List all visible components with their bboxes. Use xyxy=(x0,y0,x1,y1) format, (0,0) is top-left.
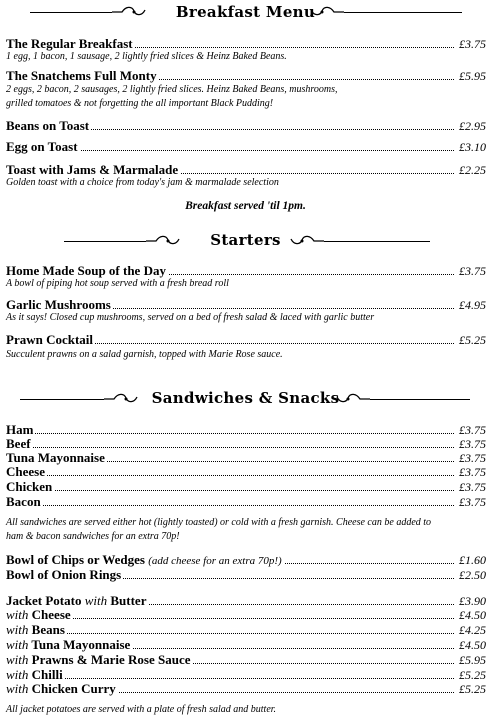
sandwiches-title: Sandwiches & Snacks xyxy=(151,389,340,407)
item-name: Cheese xyxy=(6,464,45,479)
filling-name: Tuna Mayonnaise xyxy=(31,637,131,652)
scroll-ornament-right-icon xyxy=(290,234,324,248)
breakfast-title: Breakfast Menu xyxy=(175,3,316,21)
item-name xyxy=(6,553,284,568)
dot-leader xyxy=(6,433,454,434)
menu-item xyxy=(6,495,486,509)
item-price: £4.25 xyxy=(459,623,486,637)
item-price: £2.50 xyxy=(459,568,486,582)
item-name: Home Made Soup of the Day xyxy=(6,263,166,278)
chips-note: (add cheese for an extra 70p!) xyxy=(148,555,282,567)
dot-leader xyxy=(6,490,454,491)
item-price: £1.60 xyxy=(459,553,486,567)
filling-name: Cheese xyxy=(31,607,71,622)
item-price: £3.75 xyxy=(459,264,486,278)
item-price: £3.75 xyxy=(459,37,486,51)
item-name xyxy=(6,638,132,652)
breakfast-note: Breakfast served 'til 1pm. xyxy=(185,200,306,212)
item-description: Succulent prawns on a salad garnish, topped with Marie Rose sauce. xyxy=(6,349,283,360)
item-description: Golden toast with a choice from today's jam & marmalade selection xyxy=(6,177,279,188)
menu-item xyxy=(6,568,486,582)
menu-item xyxy=(6,163,486,177)
with-word: with xyxy=(6,681,29,696)
filling-name: Beans xyxy=(31,622,65,637)
filling-name: Chicken Curry xyxy=(31,681,116,696)
with-word: with xyxy=(6,667,29,682)
item-name xyxy=(6,682,118,696)
item-price: £5.95 xyxy=(459,69,486,83)
item-price: £4.50 xyxy=(459,608,486,622)
menu-item xyxy=(6,608,486,622)
item-price: £5.25 xyxy=(459,668,486,682)
starters-title: Starters xyxy=(210,231,281,249)
scroll-ornament-right-icon xyxy=(336,392,370,406)
item-price: £5.25 xyxy=(459,682,486,696)
item-price: £3.10 xyxy=(459,140,486,154)
item-price: £3.90 xyxy=(459,594,486,608)
menu-item xyxy=(6,37,486,51)
item-price: £3.75 xyxy=(459,437,486,451)
item-name: Prawn Cocktail xyxy=(6,332,94,347)
menu-item xyxy=(6,119,486,133)
dot-leader xyxy=(6,447,454,448)
with-word: with xyxy=(6,637,29,652)
item-price: £3.75 xyxy=(459,480,486,494)
item-description: As it says! Closed cup mushrooms, served on a bed of fresh salad & laced with garlic butter xyxy=(6,312,375,323)
menu-item xyxy=(6,264,486,278)
menu-item xyxy=(6,668,486,682)
menu-item xyxy=(6,437,486,451)
dot-leader xyxy=(6,475,454,476)
filling-name: Prawns & Marie Rose Sauce xyxy=(31,652,191,667)
sandwiches-rule-right xyxy=(370,399,470,400)
menu-item xyxy=(6,69,486,83)
menu-item xyxy=(6,465,486,479)
item-description: 2 eggs, 2 bacon, 2 sausages, 2 lightly fried slices. Heinz Baked Beans, mushrooms, xyxy=(6,84,338,95)
dot-leader xyxy=(6,505,454,506)
potato-with: with xyxy=(84,593,108,608)
item-name xyxy=(6,668,65,682)
item-description: 1 egg, 1 bacon, 1 sausage, 2 lightly fried slices & Heinz Baked Beans. xyxy=(6,51,287,62)
item-price: £4.50 xyxy=(459,638,486,652)
item-name xyxy=(6,653,193,667)
item-name: The Snatchems Full Monty xyxy=(6,68,157,83)
menu-item xyxy=(6,653,486,667)
potato-post: Butter xyxy=(107,593,147,608)
potato-footer: All jacket potatoes are served with a plate of fresh salad and butter. xyxy=(6,704,277,715)
item-name: Toast with Jams & Marmalade xyxy=(6,162,179,177)
item-price: £5.95 xyxy=(459,653,486,667)
item-description-cont: grilled tomatoes & not forgetting the all important Black Pudding! xyxy=(6,98,274,109)
dot-leader xyxy=(6,633,454,634)
item-price: £2.25 xyxy=(459,163,486,177)
menu-item xyxy=(6,423,486,437)
item-name: Bacon xyxy=(6,494,41,509)
item-price: £4.95 xyxy=(459,298,486,312)
item-name: Ham xyxy=(6,422,34,437)
item-name: The Regular Breakfast xyxy=(6,36,133,51)
potato-pre: Jacket Potato xyxy=(6,593,85,608)
item-name: Chicken xyxy=(6,479,53,494)
item-price: £3.75 xyxy=(459,495,486,509)
item-name xyxy=(6,594,148,608)
dot-leader xyxy=(6,618,454,619)
sandwich-note: All sandwiches are served either hot (lightly toasted) or cold with a fresh garnish. Cheese can be added to xyxy=(6,517,432,528)
item-name: Garlic Mushrooms xyxy=(6,297,111,312)
item-name xyxy=(6,608,73,622)
with-word: with xyxy=(6,652,29,667)
menu-item xyxy=(6,638,486,652)
item-name: Beef xyxy=(6,436,31,451)
item-name: Tuna Mayonnaise xyxy=(6,450,105,465)
menu-item xyxy=(6,298,486,312)
item-name: Egg on Toast xyxy=(6,139,78,154)
scroll-ornament-right-icon xyxy=(310,5,344,19)
chips-name: Bowl of Chips or Wedges xyxy=(6,552,145,567)
item-price: £3.75 xyxy=(459,451,486,465)
item-description: A bowl of piping hot soup served with a fresh bread roll xyxy=(6,278,229,289)
menu-item xyxy=(6,594,486,608)
item-price: £3.75 xyxy=(459,465,486,479)
with-word: with xyxy=(6,607,29,622)
filling-name: Chilli xyxy=(31,667,63,682)
sandwich-note-cont: ham & bacon sandwiches for an extra 70p! xyxy=(6,531,180,542)
menu-item xyxy=(6,480,486,494)
item-name: Beans on Toast xyxy=(6,118,90,133)
menu-item xyxy=(6,140,486,154)
menu-item xyxy=(6,553,486,567)
starters-rule-right xyxy=(324,241,430,242)
menu-item xyxy=(6,682,486,696)
item-price: £5.25 xyxy=(459,333,486,347)
item-price: £2.95 xyxy=(459,119,486,133)
item-name xyxy=(6,623,67,637)
dot-leader xyxy=(6,678,454,679)
item-name: Bowl of Onion Rings xyxy=(6,567,122,582)
item-price: £3.75 xyxy=(459,423,486,437)
menu-item xyxy=(6,451,486,465)
breakfast-rule-right xyxy=(344,12,462,13)
with-word: with xyxy=(6,622,29,637)
menu-item xyxy=(6,333,486,347)
menu-item xyxy=(6,623,486,637)
